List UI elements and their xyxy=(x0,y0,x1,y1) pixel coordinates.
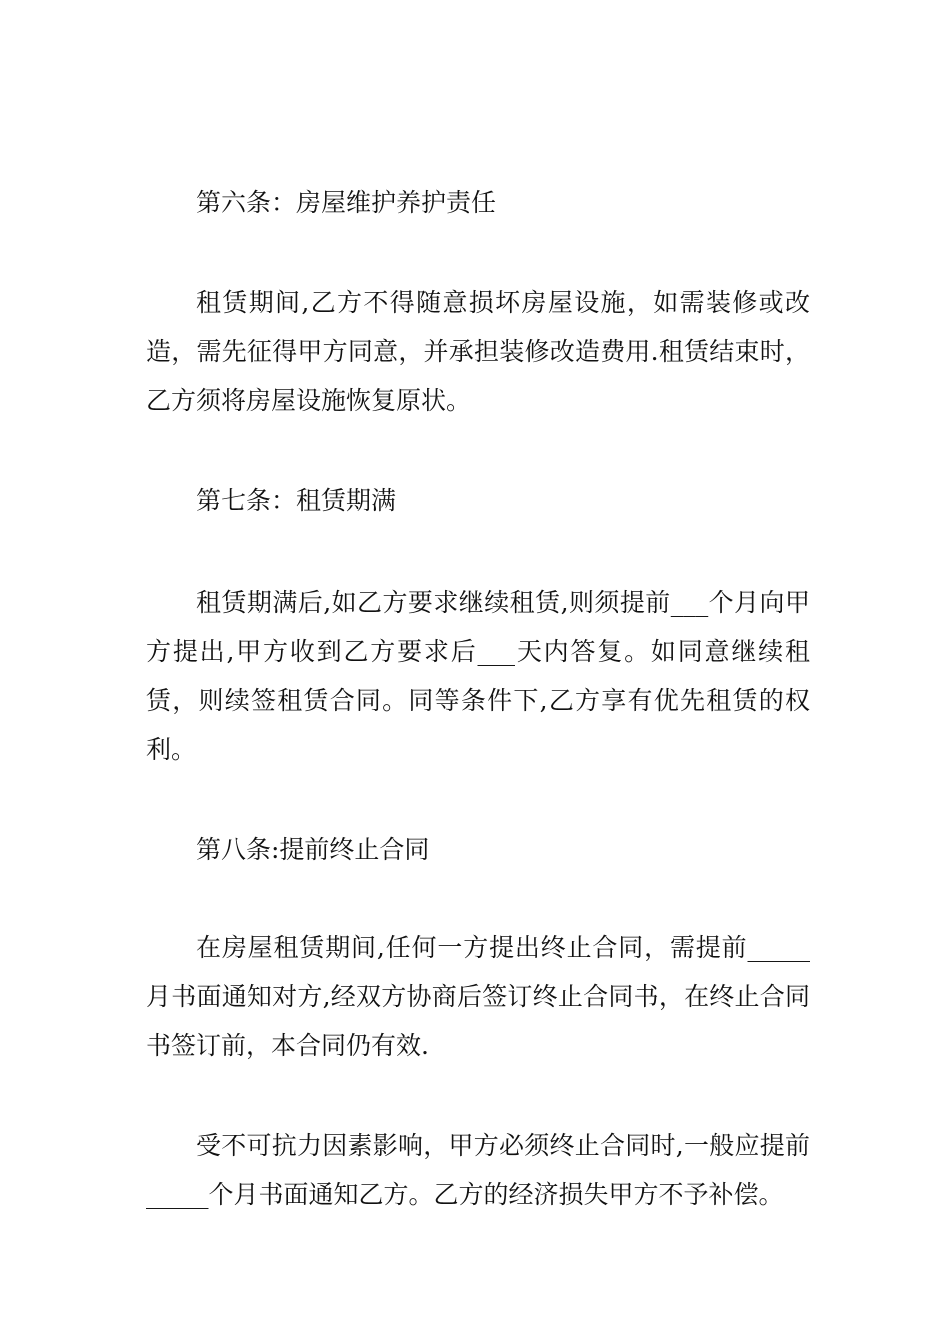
article-7-paragraph: 租赁期满后,如乙方要求继续租赁,则须提前___个月向甲方提出,甲方收到乙方要求后___天内答复。如同意继续租赁，则续签租赁合同。同等条件下,乙方享有优先租赁的权利。 xyxy=(146,588,810,764)
article-7-heading: 第七条：租赁期满 xyxy=(196,486,397,515)
article-8-paragraph-1: 在房屋租赁期间,任何一方提出终止合同，需提前_____月书面通知对方,经双方协商后签订终止合同书，在终止合同书签订前，本合同仍有效. xyxy=(146,933,810,1060)
article-6-paragraph: 租赁期间,乙方不得随意损坏房屋设施，如需装修或改造，需先征得甲方同意，并承担装修改造费用.租赁结束时，乙方须将房屋设施恢复原状。 xyxy=(146,288,810,415)
article-8-heading: 第八条:提前终止合同 xyxy=(196,835,430,864)
article-6-heading: 第六条：房屋维护养护责任 xyxy=(196,188,497,217)
article-8-paragraph-2: 受不可抗力因素影响，甲方必须终止合同时,一般应提前_____个月书面通知乙方。乙方的经济损失甲方不予补偿。 xyxy=(146,1131,810,1209)
